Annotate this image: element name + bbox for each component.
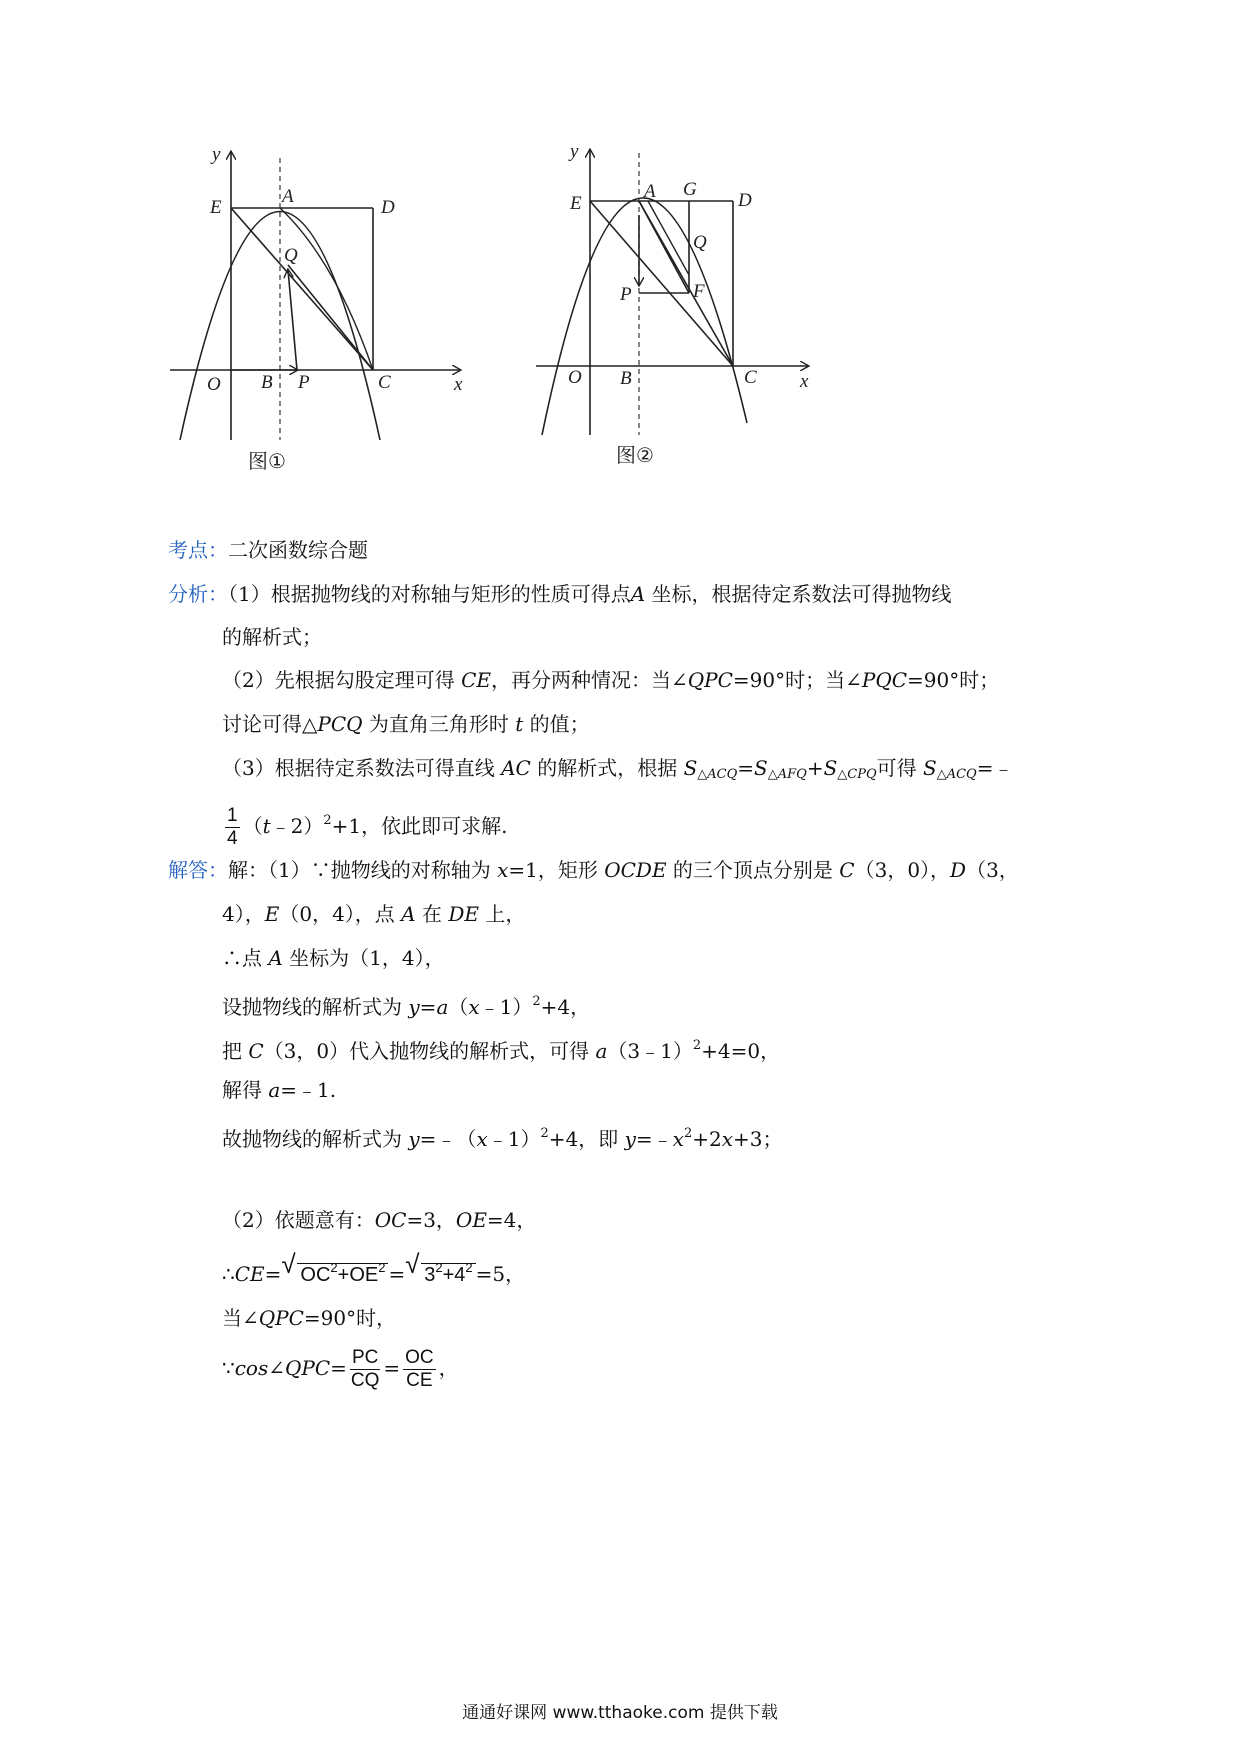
sqrt-oc-oe — [281, 1254, 388, 1289]
text: 为直角三角形时 — [362, 712, 516, 736]
fenxi-line-1 — [168, 580, 952, 608]
sqrt-3-4 — [405, 1254, 475, 1289]
text: （1）根据抛物线的对称轴与矩形的性质可得点 — [228, 582, 631, 606]
jieda-part2-line-2 — [222, 1254, 525, 1289]
text: （2）先根据勾股定理可得 — [222, 668, 462, 692]
jieda-line-2 — [222, 900, 525, 928]
text: +1，依此即可求解. — [331, 814, 508, 838]
label-P: P — [620, 284, 632, 305]
math-var: AC — [501, 756, 531, 780]
numerator: OC — [405, 1347, 434, 1368]
math-var: a — [268, 1078, 281, 1102]
label-Q: Q — [284, 245, 298, 266]
fenxi-tag: 分析： — [168, 582, 228, 606]
jieda-part2-line-1 — [222, 1206, 536, 1234]
text: ，再分两种情况：当∠ — [491, 668, 688, 692]
label-C: C — [378, 372, 391, 393]
math-var: a — [595, 1039, 608, 1063]
text: +OE — [337, 1264, 379, 1286]
text: =﹣（ — [419, 1127, 477, 1151]
text: 当∠ — [222, 1306, 259, 1330]
superscript: 2 — [692, 1038, 702, 1053]
text: （2）依题意有： — [222, 1208, 375, 1232]
numerator: 1 — [227, 805, 238, 826]
text: （3）根据待定系数法可得直线 — [222, 756, 502, 780]
text: 把 — [222, 1039, 249, 1063]
text: +4， — [540, 995, 591, 1019]
math-var: C — [248, 1039, 264, 1063]
math-var: QPC — [687, 668, 733, 692]
subscript: △ACQ — [697, 767, 738, 782]
fenxi-line-6 — [222, 796, 507, 851]
text: ， — [438, 1356, 459, 1380]
text: （0，4），点 — [279, 902, 402, 926]
text: =5， — [475, 1262, 526, 1286]
text: 坐标为（1，4）， — [282, 946, 445, 970]
text: = — [419, 995, 437, 1019]
text: （ — [448, 995, 469, 1019]
math-var: y — [624, 1127, 636, 1151]
numerator: PC — [351, 1347, 379, 1368]
text: 4）， — [222, 902, 265, 926]
label-D: D — [381, 197, 395, 218]
label-G: G — [683, 179, 697, 200]
math-var: t — [515, 712, 524, 736]
superscript: 2 — [532, 994, 541, 1009]
label-F: F — [693, 281, 705, 302]
fenxi-line-3 — [222, 666, 999, 694]
text: （ — [242, 814, 263, 838]
superscript: 2 — [330, 1260, 338, 1275]
math-var: PQC — [861, 668, 908, 692]
figure-1-diagram — [160, 140, 490, 540]
text: ﹣1） — [487, 1127, 541, 1151]
superscript: 2 — [323, 813, 332, 828]
segment-QC — [288, 265, 373, 370]
text: 坐标，根据待定系数法可得抛物线 — [645, 582, 952, 606]
text: +4=0， — [701, 1039, 781, 1063]
fenxi-line-4 — [222, 710, 590, 738]
text: =4， — [486, 1208, 537, 1232]
text: （3﹣1） — [607, 1039, 693, 1063]
math-var: S — [923, 756, 937, 780]
math-var: t — [262, 814, 271, 838]
superscript: 2 — [683, 1126, 693, 1141]
kaodian-text: 二次函数综合题 — [228, 538, 368, 562]
text: 上， — [478, 902, 526, 926]
kaodian-line — [168, 536, 368, 564]
superscript: 2 — [540, 1126, 549, 1141]
text: ∴ — [222, 1262, 235, 1286]
jieda-line-1 — [168, 856, 1019, 884]
parabola — [542, 198, 747, 435]
denominator: CQ — [350, 1370, 380, 1391]
page-footer: 通通好课网 www.tthaoke.com 提供下载 — [462, 1703, 778, 1723]
text: = — [737, 756, 755, 780]
math-var: E — [264, 902, 280, 926]
text: + — [806, 756, 824, 780]
text: 的解析式，根据 — [530, 756, 684, 780]
text: +2 — [692, 1127, 722, 1151]
subscript: △ACQ — [936, 767, 977, 782]
text: =90°时， — [303, 1306, 397, 1330]
denominator: CE — [406, 1370, 433, 1391]
fenxi-line-2 — [222, 623, 322, 651]
text: =90°时；当∠ — [732, 668, 862, 692]
text: 在 — [415, 902, 449, 926]
math-var: x — [721, 1127, 733, 1151]
label-P: P — [298, 372, 310, 393]
label-Q: Q — [693, 232, 707, 253]
text: 3 — [424, 1264, 436, 1286]
jieda-tag: 解答： — [168, 858, 228, 882]
figure-2 — [528, 135, 858, 535]
figure-2-diagram — [528, 135, 858, 535]
math-var: S — [683, 756, 698, 780]
label-E: E — [210, 197, 222, 218]
label-D: D — [738, 190, 752, 211]
segment-AF — [639, 201, 689, 293]
denominator: 4 — [227, 828, 238, 849]
superscript: 2 — [465, 1260, 473, 1275]
superscript: 2 — [378, 1260, 386, 1275]
subscript: △AFQ — [767, 767, 807, 782]
math-var: S — [754, 756, 768, 780]
label-A: A — [282, 186, 294, 207]
jieda-line-4 — [222, 988, 590, 1021]
text: 解得 — [222, 1078, 269, 1102]
math-var: y — [408, 1127, 420, 1151]
text: +3； — [732, 1127, 783, 1151]
label-B: B — [620, 368, 632, 389]
math-var: OE — [455, 1208, 487, 1232]
text: = — [388, 1262, 406, 1286]
math-var: x — [476, 1127, 488, 1151]
text: +4 — [442, 1264, 466, 1286]
caption-figure-1: 图① — [248, 449, 286, 473]
jieda-line-7 — [222, 1120, 782, 1153]
text: ∠ — [268, 1356, 286, 1380]
text: 讨论可得△ — [222, 712, 318, 736]
text: （3，0）， — [854, 858, 951, 882]
math-var: CE — [461, 668, 491, 692]
math-var: x — [468, 995, 480, 1019]
math-var: OCDE — [604, 858, 667, 882]
jieda-line-6 — [222, 1076, 336, 1104]
math-var: CE — [234, 1262, 265, 1286]
text: （3， — [966, 858, 1019, 882]
label-x: x — [800, 371, 809, 392]
jieda-line-3 — [222, 944, 445, 972]
fenxi-line-5 — [222, 754, 1013, 789]
math-var: a — [436, 995, 449, 1019]
math-var: OC — [374, 1208, 407, 1232]
text: =﹣1. — [280, 1078, 337, 1102]
text: =﹣ — [635, 1127, 673, 1151]
text: = — [330, 1356, 347, 1380]
math-var: PCQ — [317, 712, 363, 736]
text: ﹣1） — [479, 995, 533, 1019]
math-var: x — [497, 858, 509, 882]
label-A: A — [644, 181, 656, 202]
text: =90°时； — [907, 668, 1000, 692]
text: ∴点 — [222, 946, 269, 970]
text: ∵ — [222, 1356, 235, 1380]
fraction-oc-ce — [403, 1347, 436, 1392]
label-O: O — [207, 374, 221, 395]
jieda-part2-line-4 — [222, 1342, 459, 1394]
math-var: y — [408, 995, 420, 1019]
math-var: DE — [448, 902, 479, 926]
text: 设抛物线的解析式为 — [222, 995, 409, 1019]
math-var: QPC — [258, 1306, 304, 1330]
fraction-one-quarter — [225, 805, 240, 850]
label-C: C — [744, 367, 757, 388]
label-y: y — [212, 144, 221, 165]
math-var: A — [630, 582, 646, 606]
text: =1，矩形 — [508, 858, 605, 882]
figure-1 — [160, 140, 490, 540]
text: ﹣ — [993, 756, 1014, 780]
superscript: 2 — [435, 1260, 443, 1275]
jieda-part2-line-3 — [222, 1304, 396, 1332]
text: ﹣2） — [270, 814, 324, 838]
text: 可得 — [876, 756, 923, 780]
math-var: x — [672, 1127, 684, 1151]
label-O: O — [568, 367, 582, 388]
text: 的解析式； — [222, 625, 322, 649]
text: 的值； — [523, 712, 590, 736]
text: 故抛物线的解析式为 — [222, 1127, 409, 1151]
text: =3， — [406, 1208, 456, 1232]
segment-PQ — [288, 270, 297, 370]
label-x: x — [454, 374, 463, 395]
text: 解：（1）∵抛物线的对称轴为 — [228, 858, 498, 882]
segment-AC — [280, 208, 373, 370]
text: （3，0）代入抛物线的解析式，可得 — [263, 1039, 596, 1063]
math-var: C — [839, 858, 855, 882]
jieda-line-5 — [222, 1032, 780, 1065]
text: = — [976, 756, 994, 780]
math-var: A — [268, 946, 283, 970]
math-var: QPC — [285, 1356, 331, 1380]
math-var: cos — [234, 1356, 269, 1380]
kaodian-tag: 考点： — [168, 538, 228, 562]
text: 的三个顶点分别是 — [666, 858, 840, 882]
math-var: A — [401, 902, 416, 926]
subscript: △CPQ — [837, 767, 877, 782]
label-y: y — [570, 141, 579, 162]
caption-figure-2: 图② — [616, 443, 654, 467]
text: OC — [300, 1264, 331, 1286]
text: +4，即 — [548, 1127, 625, 1151]
math-var: D — [950, 858, 967, 882]
math-var: S — [823, 756, 838, 780]
label-E: E — [570, 193, 582, 214]
text: = — [264, 1262, 282, 1286]
label-B: B — [261, 372, 273, 393]
fraction-pc-cq — [350, 1347, 380, 1392]
text: = — [383, 1356, 401, 1380]
